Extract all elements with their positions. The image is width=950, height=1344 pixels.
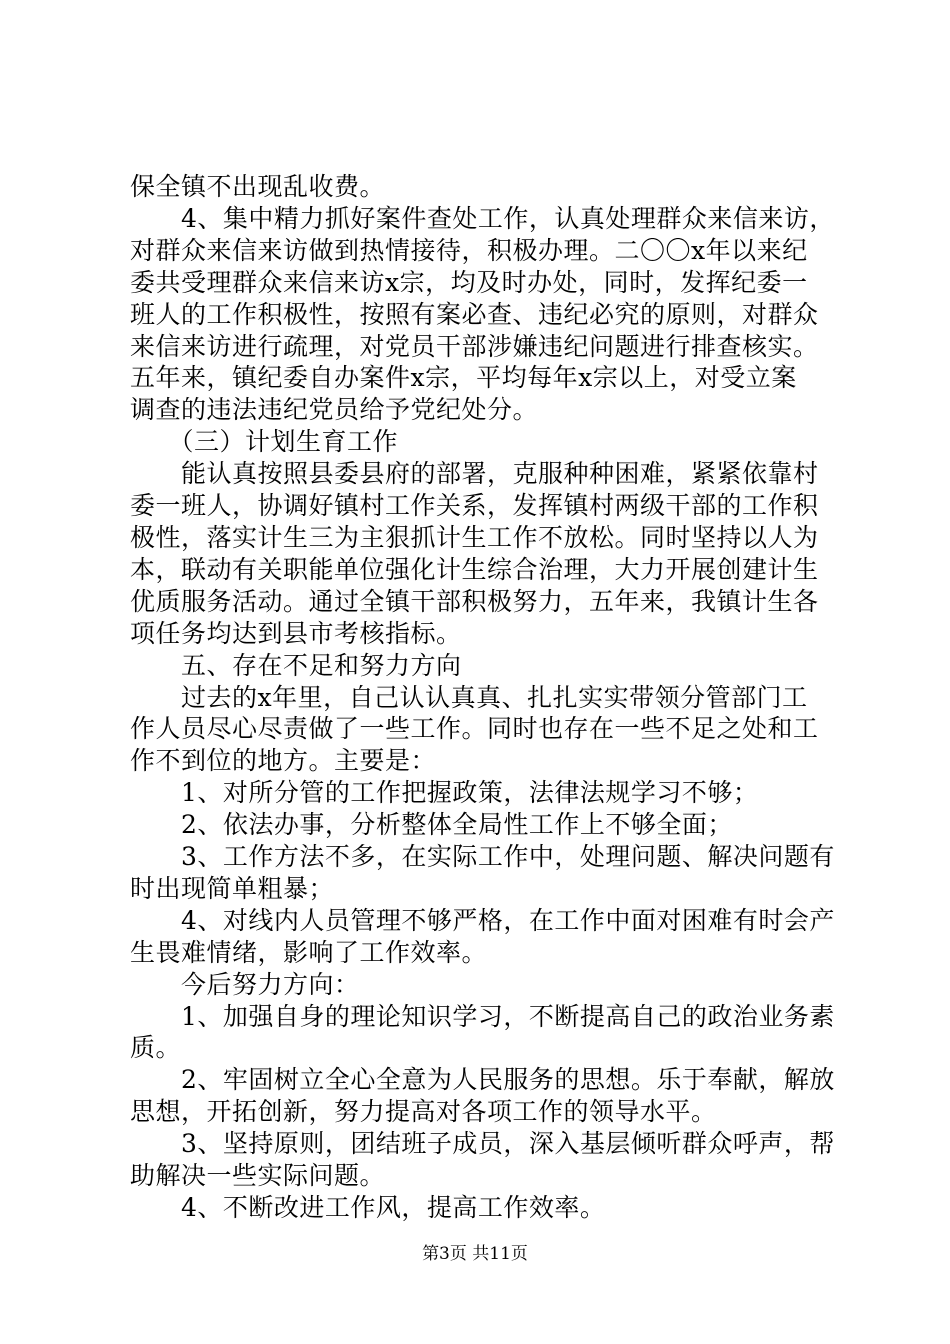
text-line: 委共受理群众来信来访x宗，均及时办处，同时，发挥纪委一	[130, 267, 808, 297]
section-heading: （三）计划生育工作	[130, 427, 399, 457]
text-line: 1、对所分管的工作把握政策，法律法规学习不够；	[130, 778, 759, 808]
page-footer: 第3页 共11页	[422, 1244, 528, 1264]
text-line: 时出现简单粗暴；	[130, 873, 335, 903]
text-line: 能认真按照县委县府的部署，克服种种困难，紧紧依靠村	[130, 459, 819, 489]
text-line: 优质服务活动。通过全镇干部积极努力，五年来，我镇计生各	[130, 586, 819, 616]
text-line: 对群众来信来访做到热情接待，积极办理。二〇〇x年以来纪	[130, 235, 808, 265]
section-heading: 五、存在不足和努力方向	[130, 650, 462, 680]
text-line: 4、集中精力抓好案件查处工作，认真处理群众来信来访，	[130, 203, 835, 233]
text-line: 调查的违法违纪党员给予党纪处分。	[130, 395, 539, 425]
text-line: 来信来访进行疏理，对党员干部涉嫌违纪问题进行排查核实。	[130, 331, 819, 361]
text-line: 思想，开拓创新，努力提高对各项工作的领导水平。	[130, 1097, 717, 1127]
text-line: 班人的工作积极性，按照有案必查、违纪必究的原则，对群众	[130, 299, 819, 329]
text-line: 今后努力方向：	[130, 969, 360, 999]
text-line: 作人员尽心尽责做了一些工作。同时也存在一些不足之处和工	[130, 714, 819, 744]
text-line: 2、牢固树立全心全意为人民服务的思想。乐于奉献，解放	[130, 1065, 835, 1095]
text-line: 3、坚持原则，团结班子成员，深入基层倾听群众呼声，帮	[130, 1129, 835, 1159]
text-line: 极性，落实计生三为主狠抓计生工作不放松。同时坚持以人为	[130, 522, 819, 552]
text-line: 本，联动有关职能单位强化计生综合治理，大力开展创建计生	[130, 554, 819, 584]
text-line: 4、不断改进工作风，提高工作效率。	[130, 1193, 606, 1222]
text-line: 3、工作方法不多，在实际工作中，处理问题、解决问题有	[130, 842, 835, 872]
text-line: 五年来，镇纪委自办案件x宗，平均每年x宗以上，对受立案	[130, 363, 797, 393]
text-line: 质。	[130, 1033, 182, 1063]
text-line: 2、依法办事，分析整体全局性工作上不够全面；	[130, 810, 733, 840]
text-line: 4、对线内人员管理不够严格，在工作中面对困难有时会产	[130, 905, 835, 935]
text-line: 保全镇不出现乱收费。	[130, 172, 386, 201]
text-line: 助解决一些实际问题。	[130, 1161, 386, 1191]
text-line: 过去的x年里，自己认认真真、扎扎实实带领分管部门工	[130, 682, 808, 712]
text-line: 项任务均达到县市考核指标。	[130, 618, 462, 648]
text-line: 1、加强自身的理论知识学习，不断提高自己的政治业务素	[130, 1001, 835, 1031]
text-line: 作不到位的地方。主要是：	[130, 746, 437, 776]
text-line: 委一班人，协调好镇村工作关系，发挥镇村两级干部的工作积	[130, 491, 819, 521]
text-line: 生畏难情绪，影响了工作效率。	[130, 937, 488, 967]
